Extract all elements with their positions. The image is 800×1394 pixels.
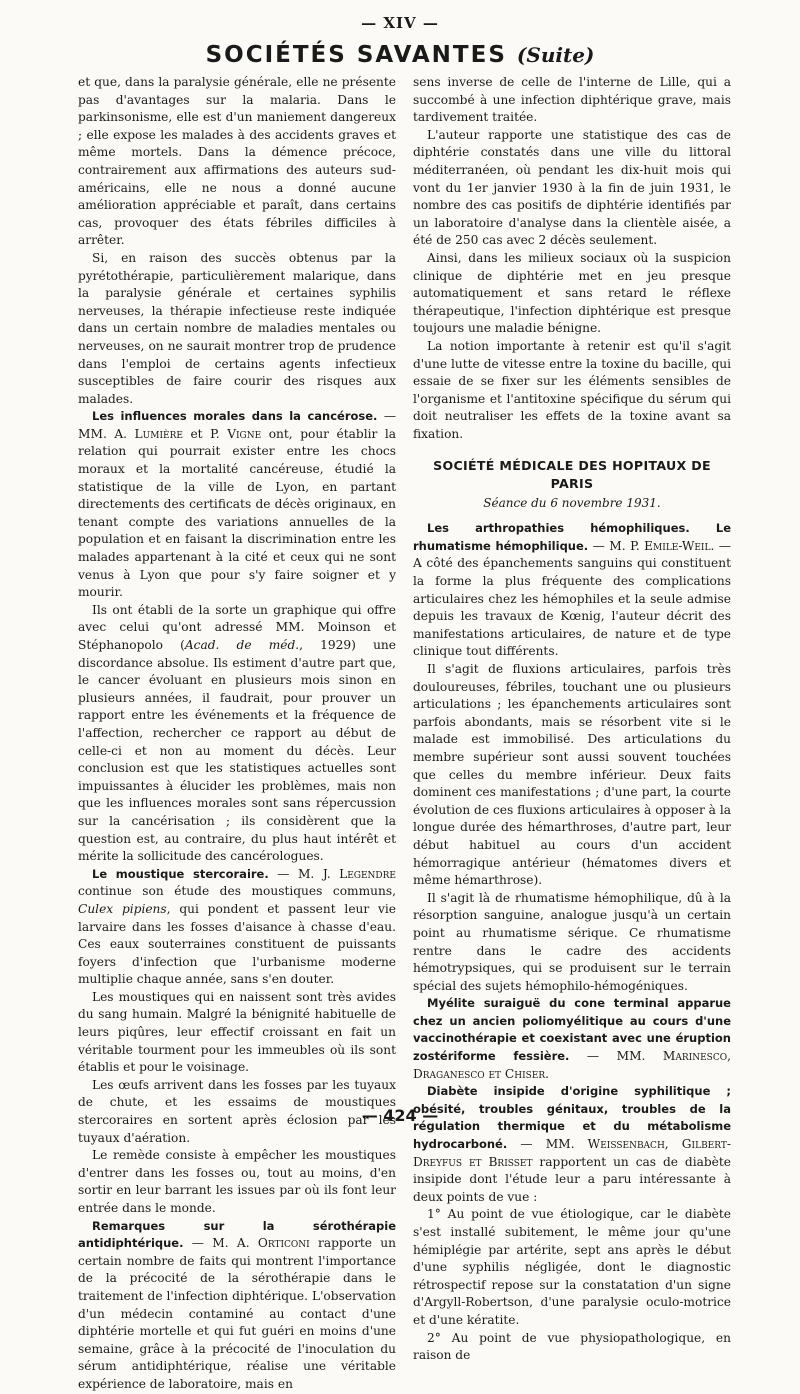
- article-arthropathies: [413, 520, 731, 661]
- right-column: [413, 74, 731, 1365]
- authors: Weissenbach, Gilbert-Dreyfus et Brisset: [413, 1137, 731, 1169]
- authors: Marinesco, Draganesco et Chiser.: [413, 1049, 731, 1081]
- article-diabete: [413, 1083, 731, 1206]
- author: J. Legendre: [322, 866, 396, 881]
- article-text: ont, pour établir la relation qui pourrait exister entre les chocs moraux et la mortalité cancéreuse, étudié la statistique de la ville de Lyon, en partant directements des certificats de décès originaux, en tenant compte des variations annuelles de la population et en faisant la discrimination entre les malades appartenant à la cité et ceux qui ne sont venus à Lyon que pour s'y faire soigner et y mourir.: [78, 426, 397, 600]
- separator: — MM.: [507, 1137, 588, 1152]
- text: continue son étude des moustiques communs,: [78, 884, 396, 899]
- conjunction: et: [182, 426, 211, 441]
- page-number: — 424 —: [361, 1106, 439, 1125]
- paragraph: Il s'agit de fluxions articulaires, parfois très douloureuses, fébriles, touchant une ou plusieurs articulations ; les épanchements articulaires sont parfois abondants, mais se résorbent vite si le malade est immobilisé. Des articulations du membre supérieur sont aussi souvent touchées que celles du membre inférieur. Deux faits dominent ces manifestations ; d'une part, la courte évolution de ces fluxions articulaires à opposer à la longue durée des hémarthroses, d'autre part, leur début habituel au cours d'un accident hémorragique antérieur (hématomes divers et même hémarthrose).: [413, 662, 731, 888]
- species-name: Culex pipiens: [78, 901, 167, 916]
- reference: Acad. de méd.: [184, 638, 300, 652]
- article-title: Les arthropathies hémophiliques. Le rhumatisme hémophilique.: [413, 521, 731, 553]
- paragraph: sens inverse de celle de l'interne de Lille, qui a succombé à une infection diphtérique grave, mais tardivement traitée.: [413, 75, 731, 125]
- author: P. Emile-Weil: [630, 538, 711, 553]
- paragraph: Les moustiques qui en naissent sont très avides du sang humain. Malgré la bénignité habituelle de leurs piqûres, leur effectif croissant en fait un véritable tourment pour les immeubles où ils sont établis et pour le voisinage.: [78, 989, 396, 1075]
- paragraph: Ainsi, dans les milieux sociaux où la suspicion clinique de diphtérie met en jeu presque automatiquement et sans retard le réflexe thérapeutique, l'infection diphtérique est presque toujours une maladie bénigne.: [413, 250, 731, 336]
- article-title: Le moustique stercoraire.: [92, 866, 269, 881]
- article-title: Diabète insipide d'origine syphilitique ; obésité, troubles génitaux, troubles de la régulation thermique et du métabolisme hydrocarboné.: [413, 1084, 731, 1152]
- text: , 1929) une discordance absolue. Ils estiment d'autre part que, le cancer évoluant en plusieurs mois sinon en plusieurs années, il faudrait, pour prouver un rapport entre les événements et la fréquence de l'affection, rechercher ce rapport au début de celle-ci et non au moment du décès. Leur conclusion est que les statistiques actuelles sont impuissantes à élucider les problèmes, mais non que les influences morales sont sans répercussion sur la cancérisation ; ils considèrent que la question est, au contraire, du plus haut intérêt et mérite la sollicitude des cancérologues.: [78, 638, 396, 864]
- separator: — M.: [588, 538, 631, 553]
- paragraph: L'auteur rapporte une statistique des cas de diphtérie constatés dans une ville du littoral méditerranéen, où pendant les dix-huit mois qui vont du 1er janvier 1930 à la fin de juin 1931, le nombre des cas positifs de diphtérie identifiés par un laboratoire d'analyse dans la clientèle aisée, a été de 250 cas avec 2 décès seulement.: [413, 127, 731, 248]
- paragraph: et que, dans la paralysie générale, elle ne présente pas d'avantages sur la malaria. Dans le parkinsonisme, elle est d'un maniement dangereux ; elle expose les malades à des accidents graves et même mortels. Dans la démence précoce, contrairement aux affirmations des auteurs sud-américains, elle ne nous a donné aucune amélioration appréciable et paraît, dans certains cas, provoquer des états fébriles difficiles à arrêter.: [78, 75, 396, 248]
- paragraph: Il s'agit là de rhumatisme hémophilique, dû à la résorption sanguine, analogue jusqu'à un certain point au rhumatisme sérique. Ce rhumatisme rentre dans le cadre des accidents hémotrypsiques, qui se produisent sur le terrain spécial des sujets hémophilo-hémogéniques.: [413, 890, 731, 993]
- article-title: Les influences morales dans la cancérose.: [92, 409, 378, 424]
- running-heading: [0, 42, 800, 68]
- separator: — MM.: [569, 1049, 663, 1064]
- article-serotherapie: [78, 1218, 396, 1394]
- paragraph: Le remède consiste à empêcher les moustiques d'entrer dans les fosses ou, tout au moins, d'en sortir en leur barrant les issues par où ils font leur entrée dans le monde.: [78, 1148, 396, 1215]
- paragraph: Les œufs arrivent dans les fosses par les tuyaux de chute, et les essaims de moustiques stercoraires en sortent après éclosion par les tuyaux d'aération.: [78, 1077, 396, 1145]
- article-moustique: [78, 866, 396, 989]
- article-influences-morales: [78, 408, 396, 602]
- text: Ils ont établi de la sorte un graphique qui offre avec celui qu'ont adressé MM. Moinson et Stéphanopolo (: [78, 602, 396, 652]
- paragraph: [78, 602, 396, 866]
- article-myelite: [413, 995, 731, 1083]
- article-text: rapportent un cas de diabète insipide dont l'étude leur a paru intéressante à deux points de vue :: [413, 1154, 731, 1204]
- article-text: . — A côté des épanchements sanguins qui constituent la forme la plus fréquente des complications articulaires chez les hémophiles et la seule admise depuis les travaux de Kœnig, l'auteur décrit des manifestations articulaires, de nature et de type clinique tout différents.: [413, 538, 731, 659]
- session-date: Séance du 6 novembre 1931.: [483, 495, 661, 510]
- separator: — MM.: [78, 409, 397, 441]
- paragraph: 1° Au point de vue étiologique, car le diabète s'est installé subitement, le même jour qu'une hémiplégie par artérite, sept ans après le début d'une syphilis négligée, dont le diagnostic rétrospectif repose sur la constatation d'un signe d'Argyll-Robertson, d'une paralysie oculo-motrice et d'une kératite.: [413, 1207, 731, 1327]
- author: A. Lumière: [114, 426, 183, 441]
- author: A. Orticoni: [236, 1236, 310, 1251]
- text: , qui pondent et passent leur vie larvaire dans les fosses d'aisance à chasse d'eau. Ces eaux souterraines constituent de puissants foyers d'infection que l'urbanisme moderne multiplie chaque année, sans s'en douter.: [78, 901, 396, 987]
- left-column: [78, 74, 396, 1394]
- article-title: Myélite suraiguë du cone terminal apparue chez un ancien poliomyélitique au cours d'une vaccinothérapie et coexistant avec une éruption zostériforme fessière.: [413, 996, 731, 1064]
- paragraph: Si, en raison des succès obtenus par la pyrétothérapie, particulièrement malarique, dans la paralysie générale et certaines syphilis nerveuses, la thérapie infectieuse reste indiquée dans un certain nombre de maladies mentales ou nerveuses, on ne saurait montrer trop de prudence dans l'emploi de certains agents infectieux susceptibles de faire courir des risques aux malades.: [78, 250, 396, 406]
- paragraph: La notion importante à retenir est qu'il s'agit d'une lutte de vitesse entre la toxine du bacille, qui essaie de se fixer sur les éléments sensibles de l'organisme et l'antitoxine spécifique du sérum qui doit neutraliser les effets de la toxine avant sa fixation.: [413, 338, 731, 441]
- heading-title: SOCIÉTÉS SAVANTES: [205, 42, 507, 68]
- author: P. Vigne: [210, 426, 262, 441]
- paragraph: 2° Au point de vue physiopathologique, en raison de: [413, 1330, 731, 1363]
- section-heading: SOCIÉTÉ MÉDICALE DES HOPITAUX DE PARIS: [433, 458, 711, 492]
- article-text: rapporte un certain nombre de faits qui montrent l'importance de la précocité de la sérothérapie dans le traitement de l'infection diphtérique. L'observation d'un médecin contaminé au contact d'une diphtérie mortelle et qui fut guéri en moins d'une semaine, grâce à la précocité de l'inoculation du sérum antidiphtérique, réalise une véritable expérience de laboratoire, mais en: [78, 1236, 396, 1391]
- page-folio: — XIV —: [361, 14, 439, 32]
- heading-suite: (Suite): [516, 43, 595, 67]
- article-title: Remarques sur la sérothérapie antidiphtérique.: [78, 1218, 396, 1251]
- separator: — M.: [183, 1236, 237, 1251]
- separator: — M.: [268, 866, 323, 881]
